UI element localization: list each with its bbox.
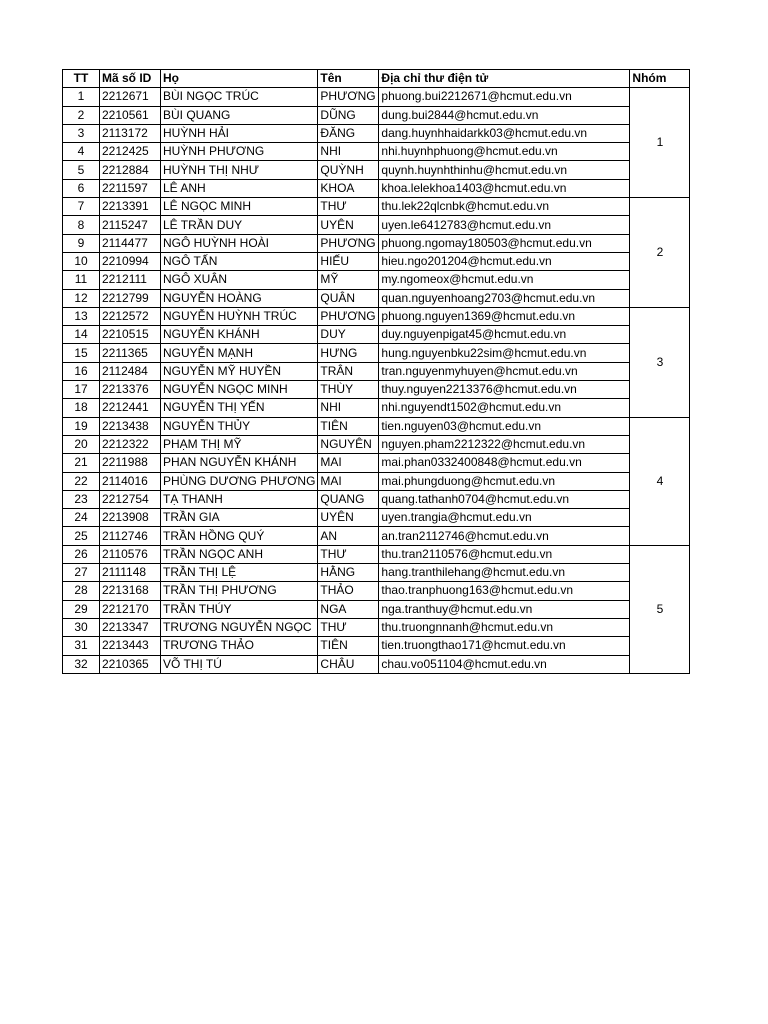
email-cell: an.tran2112746@hcmut.edu.vn xyxy=(379,527,630,545)
row-number-cell: 26 xyxy=(63,545,100,563)
email-cell: hung.nguyenbku22sim@hcmut.edu.vn xyxy=(379,344,630,362)
email-cell: nguyen.pham2212322@hcmut.edu.vn xyxy=(379,435,630,453)
student-id-cell: 2213443 xyxy=(100,637,161,655)
table-body xyxy=(63,88,690,674)
student-id-cell: 2213908 xyxy=(100,509,161,527)
group-cell: 2 xyxy=(630,198,690,308)
email-cell: duy.nguyenpigat45@hcmut.edu.vn xyxy=(379,326,630,344)
student-id-cell: 2210994 xyxy=(100,252,161,270)
family-name-cell: TRẦN GIA xyxy=(161,509,318,527)
email-cell: dang.huynhhaidarkk03@hcmut.edu.vn xyxy=(379,124,630,142)
given-name-cell: PHƯƠNG xyxy=(318,88,379,106)
row-number-cell: 9 xyxy=(63,234,100,252)
given-name-cell: TIÊN xyxy=(318,417,379,435)
header-given-name: Tên xyxy=(318,70,379,88)
table-row xyxy=(63,234,690,252)
table-row xyxy=(63,527,690,545)
family-name-cell: LÊ TRẦN DUY xyxy=(161,216,318,234)
family-name-cell: NGUYỄN MỸ HUYỀN xyxy=(161,362,318,380)
given-name-cell: KHOA xyxy=(318,179,379,197)
header-family-name: Họ xyxy=(161,70,318,88)
email-cell: phuong.bui2212671@hcmut.edu.vn xyxy=(379,88,630,106)
student-id-cell: 2212322 xyxy=(100,435,161,453)
student-id-cell: 2115247 xyxy=(100,216,161,234)
table-row xyxy=(63,179,690,197)
given-name-cell: DUY xyxy=(318,326,379,344)
student-id-cell: 2113172 xyxy=(100,124,161,142)
family-name-cell: BÙI QUANG xyxy=(161,106,318,124)
row-number-cell: 16 xyxy=(63,362,100,380)
email-cell: tien.nguyen03@hcmut.edu.vn xyxy=(379,417,630,435)
email-cell: tran.nguyenmyhuyen@hcmut.edu.vn xyxy=(379,362,630,380)
email-cell: uyen.le6412783@hcmut.edu.vn xyxy=(379,216,630,234)
row-number-cell: 1 xyxy=(63,88,100,106)
given-name-cell: CHÂU xyxy=(318,655,379,673)
given-name-cell: ĐĂNG xyxy=(318,124,379,142)
email-cell: nhi.huynhphuong@hcmut.edu.vn xyxy=(379,143,630,161)
row-number-cell: 10 xyxy=(63,252,100,270)
row-number-cell: 29 xyxy=(63,600,100,618)
header-tt: TT xyxy=(63,70,100,88)
email-cell: thu.lek22qlcnbk@hcmut.edu.vn xyxy=(379,198,630,216)
student-id-cell: 2212111 xyxy=(100,271,161,289)
student-id-cell: 2213168 xyxy=(100,582,161,600)
given-name-cell: NHI xyxy=(318,143,379,161)
student-id-cell: 2212425 xyxy=(100,143,161,161)
family-name-cell: NGÔ HUỲNH HOÀI xyxy=(161,234,318,252)
student-id-cell: 2111148 xyxy=(100,564,161,582)
family-name-cell: LÊ ANH xyxy=(161,179,318,197)
row-number-cell: 25 xyxy=(63,527,100,545)
row-number-cell: 15 xyxy=(63,344,100,362)
row-number-cell: 6 xyxy=(63,179,100,197)
student-id-cell: 2211365 xyxy=(100,344,161,362)
family-name-cell: NGUYỄN HUỲNH TRÚC xyxy=(161,307,318,325)
given-name-cell: PHƯƠNG xyxy=(318,307,379,325)
table-row xyxy=(63,326,690,344)
table-row xyxy=(63,143,690,161)
student-id-cell: 2213438 xyxy=(100,417,161,435)
table-row xyxy=(63,472,690,490)
family-name-cell: PHAN NGUYỄN KHÁNH xyxy=(161,454,318,472)
student-id-cell: 2212884 xyxy=(100,161,161,179)
given-name-cell: TIÊN xyxy=(318,637,379,655)
table-row xyxy=(63,106,690,124)
row-number-cell: 19 xyxy=(63,417,100,435)
student-id-cell: 2213347 xyxy=(100,618,161,636)
table-row xyxy=(63,582,690,600)
email-cell: quynh.huynhthinhu@hcmut.edu.vn xyxy=(379,161,630,179)
row-number-cell: 2 xyxy=(63,106,100,124)
family-name-cell: HUỲNH THỊ NHƯ xyxy=(161,161,318,179)
row-number-cell: 28 xyxy=(63,582,100,600)
student-id-cell: 2212572 xyxy=(100,307,161,325)
email-cell: thu.tran2110576@hcmut.edu.vn xyxy=(379,545,630,563)
family-name-cell: TRẦN HỒNG QUÝ xyxy=(161,527,318,545)
given-name-cell: MAI xyxy=(318,472,379,490)
family-name-cell: TRẦN THÚY xyxy=(161,600,318,618)
family-name-cell: NGÔ XUÂN xyxy=(161,271,318,289)
table-row xyxy=(63,289,690,307)
family-name-cell: HUỲNH PHƯƠNG xyxy=(161,143,318,161)
email-cell: thuy.nguyen2213376@hcmut.edu.vn xyxy=(379,381,630,399)
given-name-cell: MAI xyxy=(318,454,379,472)
group-cell: 1 xyxy=(630,88,690,198)
table-row xyxy=(63,252,690,270)
student-id-cell: 2210365 xyxy=(100,655,161,673)
student-id-cell: 2211988 xyxy=(100,454,161,472)
student-id-cell: 2212441 xyxy=(100,399,161,417)
row-number-cell: 12 xyxy=(63,289,100,307)
given-name-cell: AN xyxy=(318,527,379,545)
table-row xyxy=(63,307,690,325)
row-number-cell: 14 xyxy=(63,326,100,344)
student-id-cell: 2212799 xyxy=(100,289,161,307)
given-name-cell: THƯ xyxy=(318,618,379,636)
header-student-id: Mã số ID xyxy=(100,70,161,88)
table-row xyxy=(63,362,690,380)
row-number-cell: 3 xyxy=(63,124,100,142)
email-cell: thao.tranphuong163@hcmut.edu.vn xyxy=(379,582,630,600)
table-row xyxy=(63,454,690,472)
header-group: Nhóm xyxy=(630,70,690,88)
student-id-cell: 2212754 xyxy=(100,490,161,508)
family-name-cell: TRẦN THỊ PHƯƠNG xyxy=(161,582,318,600)
student-id-cell: 2212671 xyxy=(100,88,161,106)
header-email: Địa chỉ thư điện tử xyxy=(379,70,630,88)
row-number-cell: 8 xyxy=(63,216,100,234)
email-cell: phuong.nguyen1369@hcmut.edu.vn xyxy=(379,307,630,325)
family-name-cell: NGUYỄN NGỌC MINH xyxy=(161,381,318,399)
student-group-table xyxy=(62,69,690,674)
row-number-cell: 32 xyxy=(63,655,100,673)
email-cell: mai.phan0332400848@hcmut.edu.vn xyxy=(379,454,630,472)
email-cell: hang.tranthilehang@hcmut.edu.vn xyxy=(379,564,630,582)
student-id-cell: 2210561 xyxy=(100,106,161,124)
given-name-cell: NHI xyxy=(318,399,379,417)
table-row xyxy=(63,655,690,673)
given-name-cell: THƯ xyxy=(318,198,379,216)
table-row xyxy=(63,637,690,655)
student-id-cell: 2211597 xyxy=(100,179,161,197)
email-cell: phuong.ngomay180503@hcmut.edu.vn xyxy=(379,234,630,252)
email-cell: dung.bui2844@hcmut.edu.vn xyxy=(379,106,630,124)
given-name-cell: THÙY xyxy=(318,381,379,399)
given-name-cell: NGUYÊN xyxy=(318,435,379,453)
row-number-cell: 7 xyxy=(63,198,100,216)
table-row xyxy=(63,381,690,399)
table-row xyxy=(63,417,690,435)
row-number-cell: 22 xyxy=(63,472,100,490)
header-row xyxy=(63,70,690,88)
row-number-cell: 23 xyxy=(63,490,100,508)
student-id-cell: 2114016 xyxy=(100,472,161,490)
given-name-cell: HẰNG xyxy=(318,564,379,582)
given-name-cell: DŨNG xyxy=(318,106,379,124)
table-row xyxy=(63,88,690,106)
student-id-cell: 2112746 xyxy=(100,527,161,545)
email-cell: uyen.trangia@hcmut.edu.vn xyxy=(379,509,630,527)
given-name-cell: TRÂN xyxy=(318,362,379,380)
family-name-cell: NGUYỄN HOÀNG xyxy=(161,289,318,307)
table-row xyxy=(63,435,690,453)
row-number-cell: 4 xyxy=(63,143,100,161)
family-name-cell: VÕ THỊ TÚ xyxy=(161,655,318,673)
email-cell: quang.tathanh0704@hcmut.edu.vn xyxy=(379,490,630,508)
table-row xyxy=(63,161,690,179)
row-number-cell: 27 xyxy=(63,564,100,582)
given-name-cell: UYÊN xyxy=(318,509,379,527)
table-row xyxy=(63,216,690,234)
family-name-cell: TRƯƠNG NGUYỄN NGỌC xyxy=(161,618,318,636)
email-cell: nga.tranthuy@hcmut.edu.vn xyxy=(379,600,630,618)
given-name-cell: QUÂN xyxy=(318,289,379,307)
student-id-cell: 2213376 xyxy=(100,381,161,399)
given-name-cell: MỸ xyxy=(318,271,379,289)
group-cell: 5 xyxy=(630,545,690,673)
email-cell: chau.vo051104@hcmut.edu.vn xyxy=(379,655,630,673)
family-name-cell: LÊ NGỌC MINH xyxy=(161,198,318,216)
given-name-cell: PHƯƠNG xyxy=(318,234,379,252)
given-name-cell: HIẾU xyxy=(318,252,379,270)
family-name-cell: NGUYỄN MẠNH xyxy=(161,344,318,362)
given-name-cell: QUỲNH xyxy=(318,161,379,179)
family-name-cell: PHÙNG DƯƠNG PHƯƠNG xyxy=(161,472,318,490)
table-row xyxy=(63,600,690,618)
table-row xyxy=(63,545,690,563)
row-number-cell: 21 xyxy=(63,454,100,472)
email-cell: mai.phungduong@hcmut.edu.vn xyxy=(379,472,630,490)
family-name-cell: NGÔ TẤN xyxy=(161,252,318,270)
family-name-cell: TẠ THANH xyxy=(161,490,318,508)
row-number-cell: 30 xyxy=(63,618,100,636)
table-row xyxy=(63,124,690,142)
given-name-cell: NGA xyxy=(318,600,379,618)
family-name-cell: BÙI NGỌC TRÚC xyxy=(161,88,318,106)
table-row xyxy=(63,564,690,582)
family-name-cell: HUỲNH HẢI xyxy=(161,124,318,142)
given-name-cell: THẢO xyxy=(318,582,379,600)
given-name-cell: UYÊN xyxy=(318,216,379,234)
row-number-cell: 24 xyxy=(63,509,100,527)
table-row xyxy=(63,198,690,216)
student-id-cell: 2114477 xyxy=(100,234,161,252)
row-number-cell: 18 xyxy=(63,399,100,417)
student-id-cell: 2213391 xyxy=(100,198,161,216)
row-number-cell: 31 xyxy=(63,637,100,655)
table-row xyxy=(63,271,690,289)
email-cell: nhi.nguyendt1502@hcmut.edu.vn xyxy=(379,399,630,417)
student-id-cell: 2210515 xyxy=(100,326,161,344)
email-cell: khoa.lelekhoa1403@hcmut.edu.vn xyxy=(379,179,630,197)
family-name-cell: NGUYỄN KHÁNH xyxy=(161,326,318,344)
email-cell: tien.truongthao171@hcmut.edu.vn xyxy=(379,637,630,655)
family-name-cell: NGUYỄN THỦY xyxy=(161,417,318,435)
student-id-cell: 2112484 xyxy=(100,362,161,380)
student-id-cell: 2110576 xyxy=(100,545,161,563)
table-row xyxy=(63,490,690,508)
table-row xyxy=(63,509,690,527)
group-cell: 4 xyxy=(630,417,690,545)
family-name-cell: PHẠM THỊ MỸ xyxy=(161,435,318,453)
email-cell: quan.nguyenhoang2703@hcmut.edu.vn xyxy=(379,289,630,307)
family-name-cell: TRƯƠNG THẢO xyxy=(161,637,318,655)
row-number-cell: 5 xyxy=(63,161,100,179)
email-cell: thu.truongnnanh@hcmut.edu.vn xyxy=(379,618,630,636)
family-name-cell: TRẦN THỊ LỆ xyxy=(161,564,318,582)
given-name-cell: THƯ xyxy=(318,545,379,563)
given-name-cell: QUANG xyxy=(318,490,379,508)
group-cell: 3 xyxy=(630,307,690,417)
student-id-cell: 2212170 xyxy=(100,600,161,618)
table-row xyxy=(63,344,690,362)
family-name-cell: NGUYỄN THỊ YẾN xyxy=(161,399,318,417)
row-number-cell: 11 xyxy=(63,271,100,289)
table-row xyxy=(63,618,690,636)
family-name-cell: TRẦN NGỌC ANH xyxy=(161,545,318,563)
row-number-cell: 17 xyxy=(63,381,100,399)
email-cell: hieu.ngo201204@hcmut.edu.vn xyxy=(379,252,630,270)
given-name-cell: HƯNG xyxy=(318,344,379,362)
row-number-cell: 13 xyxy=(63,307,100,325)
row-number-cell: 20 xyxy=(63,435,100,453)
table-row xyxy=(63,399,690,417)
email-cell: my.ngomeox@hcmut.edu.vn xyxy=(379,271,630,289)
